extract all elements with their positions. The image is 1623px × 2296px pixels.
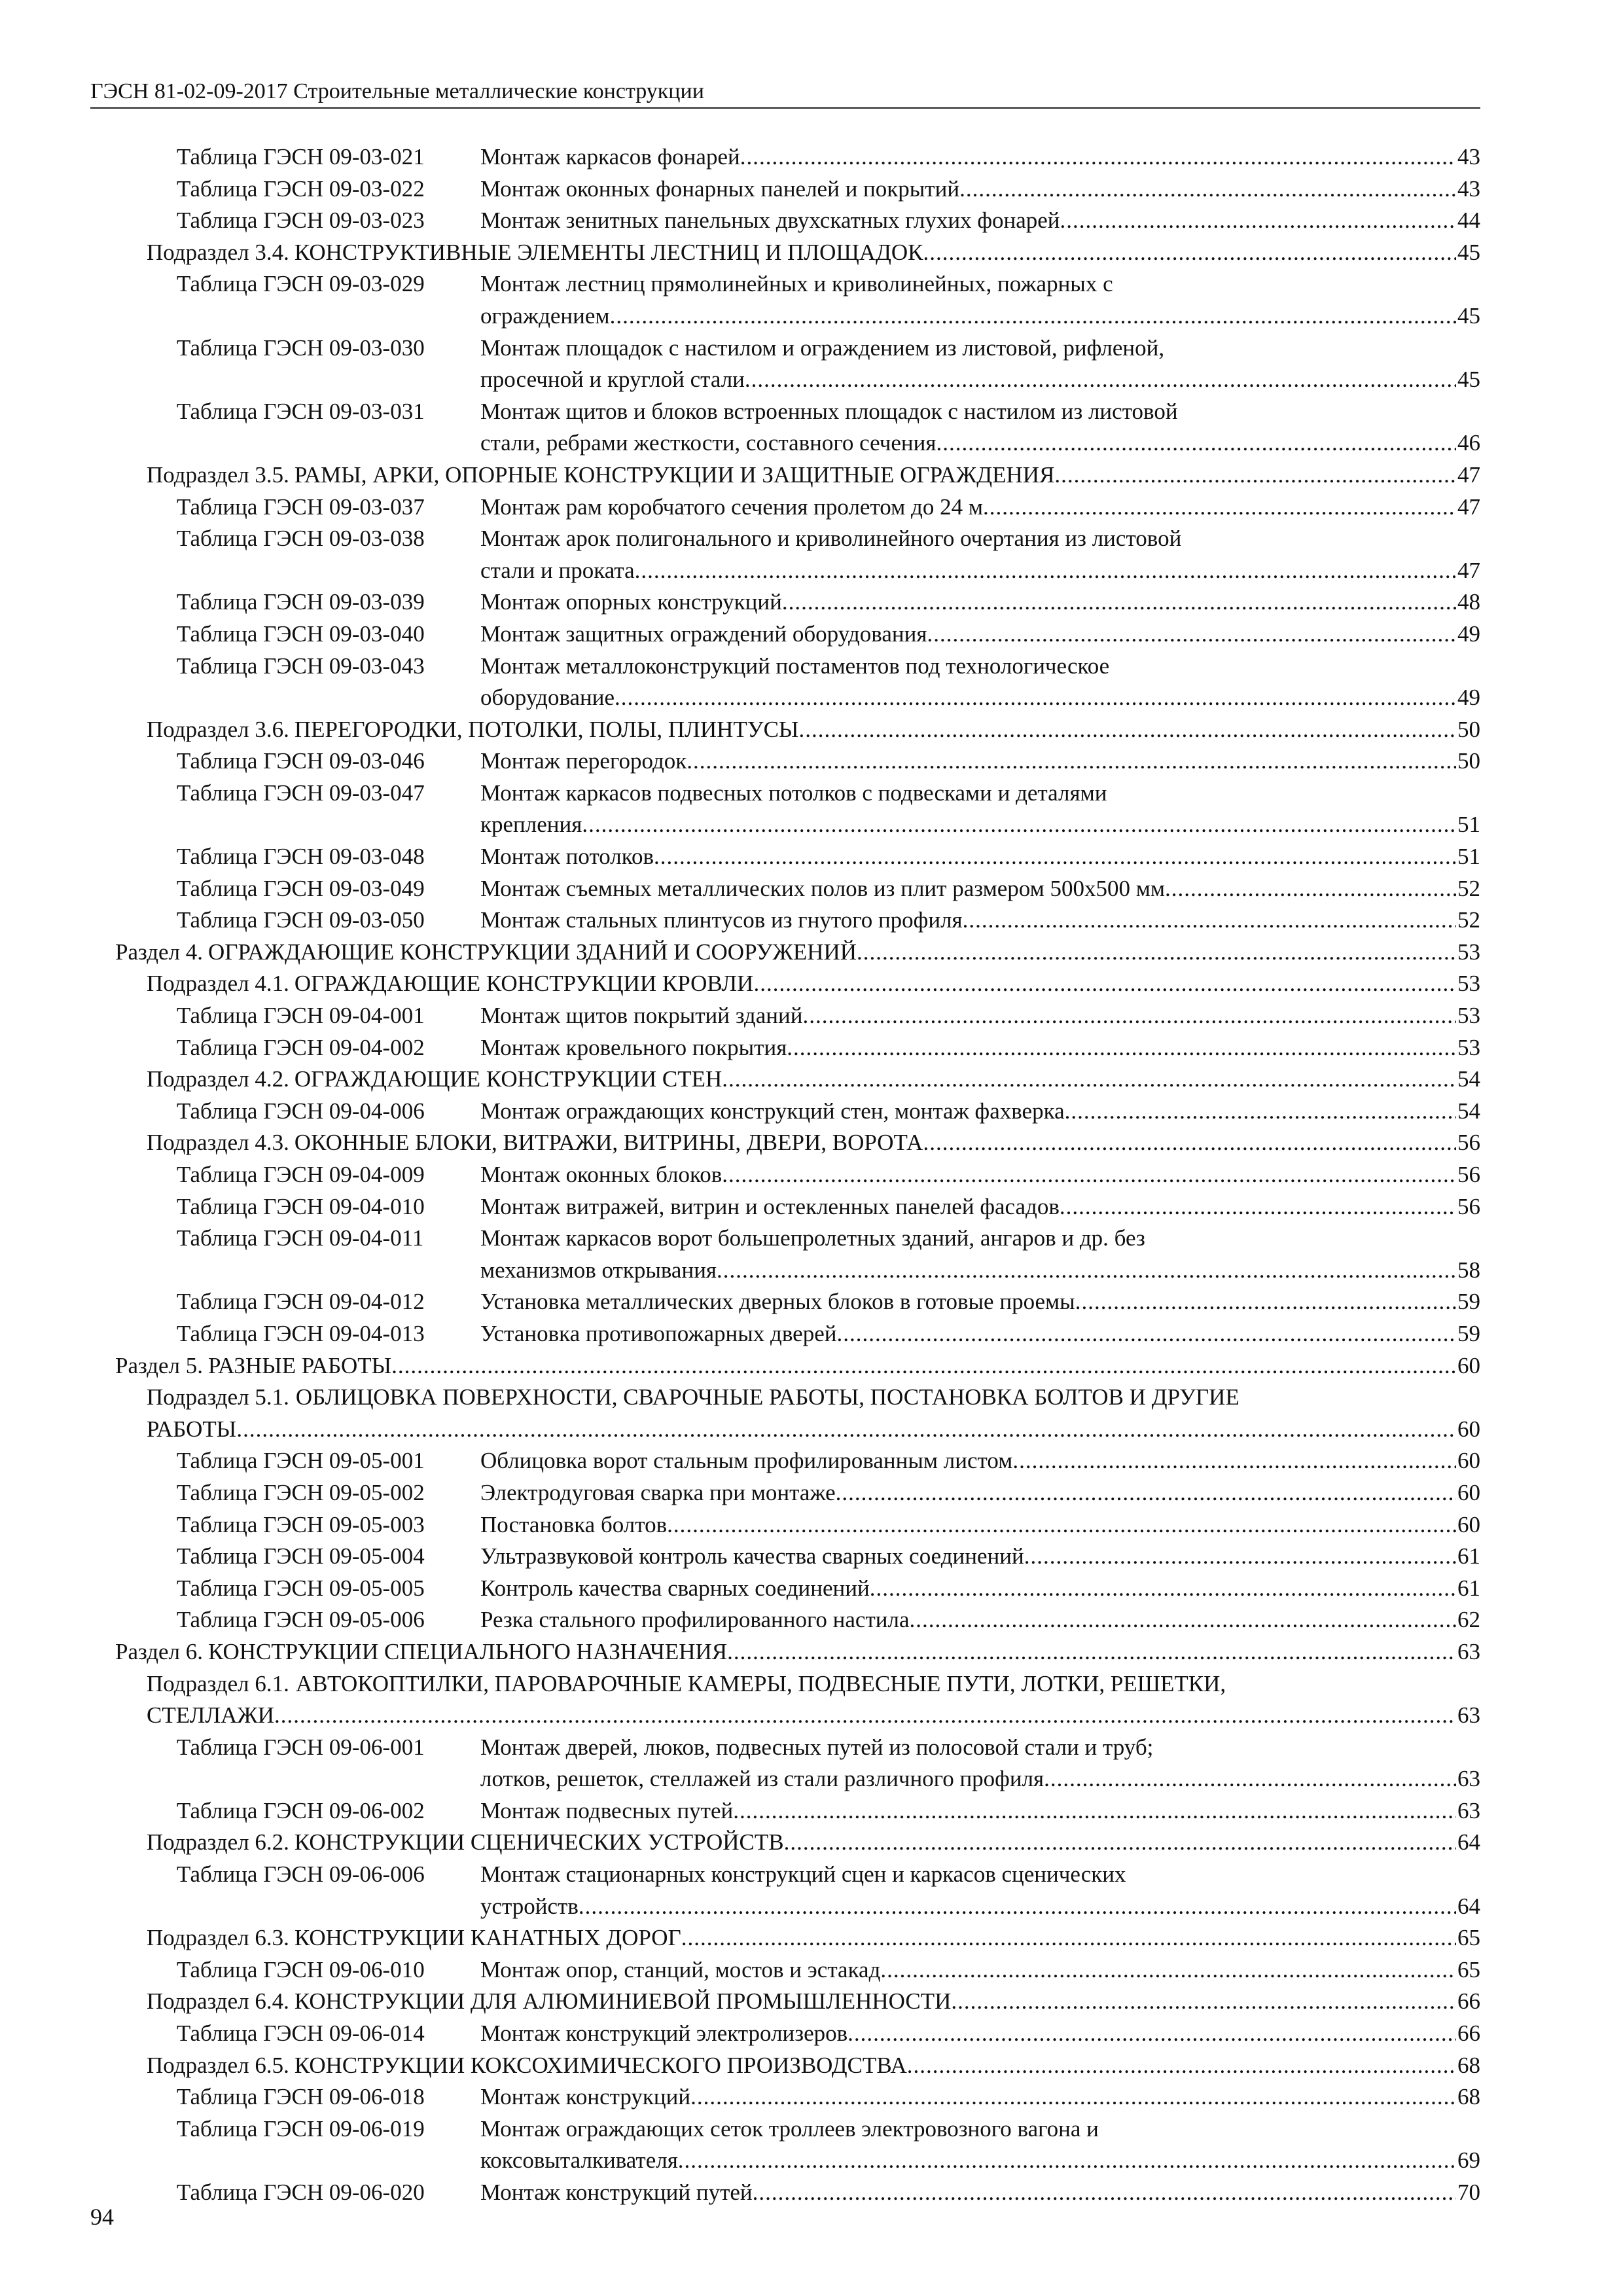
toc-page-number: 54 bbox=[1457, 1098, 1480, 1124]
toc-page-number: 47 bbox=[1457, 461, 1480, 488]
toc-entry-label: Таблица ГЭСН 09-04-012 bbox=[177, 1289, 425, 1315]
toc-page-number: 61 bbox=[1457, 1543, 1480, 1570]
toc-entry-label: Подраздел 4.1. bbox=[147, 971, 289, 997]
toc-page-number: 63 bbox=[1457, 1638, 1480, 1664]
dot-leader bbox=[857, 937, 1456, 969]
dot-leader bbox=[733, 1795, 1456, 1827]
toc-table-entry bbox=[115, 841, 1480, 873]
toc-entry-title: Монтаж оконных блоков bbox=[480, 1162, 722, 1187]
toc-table-entry bbox=[115, 173, 1480, 206]
toc-page-number: 66 bbox=[1457, 1988, 1480, 2015]
toc-subsection-entry bbox=[115, 1127, 1480, 1159]
dot-leader bbox=[951, 1986, 1456, 2018]
toc-table-entry bbox=[115, 1318, 1480, 1350]
toc-entry-title: Монтаж оконных фонарных панелей и покрытий bbox=[480, 175, 960, 202]
toc-page-number: 51 bbox=[1457, 844, 1480, 870]
toc-entry-title: Монтаж арок полигонального и криволинейного очертания из листовой bbox=[480, 526, 1182, 552]
dot-leader bbox=[1024, 1541, 1456, 1573]
toc-table-entry bbox=[115, 332, 1480, 396]
toc-table-entry bbox=[115, 1096, 1480, 1128]
toc-page-number: 50 bbox=[1457, 748, 1480, 774]
toc-entry-title: Монтаж защитных ограждений оборудования bbox=[480, 620, 927, 647]
toc-page-number: 53 bbox=[1457, 1003, 1480, 1029]
toc-table-entry bbox=[115, 1573, 1480, 1605]
toc-table-entry bbox=[115, 1223, 1480, 1286]
dot-leader bbox=[782, 586, 1456, 619]
toc-subsection-entry bbox=[115, 714, 1480, 746]
toc-subsection-entry bbox=[115, 1986, 1480, 2018]
toc-subsection-entry bbox=[115, 2050, 1480, 2082]
running-header: ГЭСН 81-02-09-2017 Строительные металлические конструкции bbox=[90, 79, 1480, 109]
toc-entry-title: Монтаж конструкций путей bbox=[480, 2179, 753, 2205]
toc-page-number: 53 bbox=[1457, 1034, 1480, 1060]
dot-leader bbox=[907, 2050, 1456, 2082]
toc-table-entry bbox=[115, 1732, 1480, 1795]
toc-page-number: 63 bbox=[1457, 1702, 1480, 1729]
dot-leader bbox=[927, 619, 1456, 651]
toc-page-number: 49 bbox=[1457, 685, 1480, 711]
toc-entry-label: Таблица ГЭСН 09-04-006 bbox=[177, 1098, 425, 1124]
toc-page-number: 59 bbox=[1457, 1320, 1480, 1346]
toc-entry-label: Таблица ГЭСН 09-03-043 bbox=[177, 653, 425, 679]
toc-entry-title: Монтаж металлоконструкций постаментов под технологическое bbox=[480, 653, 1110, 679]
dot-leader bbox=[690, 2081, 1456, 2113]
toc-entry-title: Монтаж каркасов фонарей bbox=[480, 144, 740, 170]
toc-entry-title: Монтаж каркасов ворот большепролетных зданий, ангаров и др. без bbox=[480, 1225, 1145, 1251]
toc-entry-label: Таблица ГЭСН 09-03-046 bbox=[177, 748, 425, 774]
toc-entry-label: Таблица ГЭСН 09-05-001 bbox=[177, 1448, 425, 1474]
toc-entry-title: стали, ребрами жесткости, составного сечения bbox=[480, 430, 936, 456]
toc-entry-title: ОГРАЖДАЮЩИЕ КОНСТРУКЦИИ КРОВЛИ bbox=[294, 971, 754, 997]
toc-entry-label: Таблица ГЭСН 09-06-020 bbox=[177, 2179, 425, 2205]
toc-entry-label: Таблица ГЭСН 09-03-023 bbox=[177, 207, 425, 234]
toc-entry-label: Подраздел 3.6. bbox=[147, 716, 289, 742]
toc-table-entry bbox=[115, 1795, 1480, 1827]
toc-entry-title: РАБОТЫ bbox=[147, 1416, 237, 1442]
toc-entry-label: Таблица ГЭСН 09-04-002 bbox=[177, 1034, 425, 1060]
dot-leader bbox=[959, 173, 1456, 206]
dot-leader bbox=[615, 682, 1456, 714]
toc-entry-label: Подраздел 6.1. bbox=[147, 1670, 289, 1696]
toc-table-entry bbox=[115, 1477, 1480, 1509]
toc-entry-title: Монтаж лестниц прямолинейных и криволинейных, пожарных с bbox=[480, 271, 1113, 297]
toc-entry-label: Таблица ГЭСН 09-03-030 bbox=[177, 334, 425, 361]
toc-subsection-entry bbox=[115, 1382, 1480, 1445]
toc-entry-label: Таблица ГЭСН 09-04-013 bbox=[177, 1320, 425, 1346]
toc-table-entry bbox=[115, 268, 1480, 332]
toc-section-entry bbox=[115, 1350, 1480, 1382]
toc-entry-title: Резка стального профилированного настила bbox=[480, 1607, 910, 1633]
dot-leader bbox=[936, 427, 1456, 459]
toc-page-number: 54 bbox=[1457, 1066, 1480, 1092]
toc-entry-label: Таблица ГЭСН 09-05-005 bbox=[177, 1575, 425, 1601]
toc-subsection-entry bbox=[115, 459, 1480, 492]
table-of-contents bbox=[115, 141, 1480, 2209]
toc-entry-title: Монтаж конструкций электролизеров bbox=[480, 2020, 848, 2047]
toc-entry-title: ПЕРЕГОРОДКИ, ПОТОЛКИ, ПОЛЫ, ПЛИНТУСЫ bbox=[294, 716, 799, 742]
toc-table-entry bbox=[115, 1604, 1480, 1636]
toc-entry-title: КОНСТРУКТИВНЫЕ ЭЛЕМЕНТЫ ЛЕСТНИЦ И ПЛОЩАДОК bbox=[294, 239, 923, 265]
dot-leader bbox=[722, 1064, 1456, 1096]
toc-page-number: 61 bbox=[1457, 1575, 1480, 1601]
toc-table-entry bbox=[115, 651, 1480, 714]
toc-table-entry bbox=[115, 619, 1480, 651]
toc-entry-label: Таблица ГЭСН 09-04-010 bbox=[177, 1193, 425, 1219]
toc-entry-title: Монтаж конструкций bbox=[480, 2084, 691, 2110]
toc-entry-label: Таблица ГЭСН 09-03-037 bbox=[177, 493, 425, 520]
toc-page-number: 69 bbox=[1457, 2147, 1480, 2174]
toc-page-number: 60 bbox=[1457, 1448, 1480, 1474]
toc-page-number: 64 bbox=[1457, 1829, 1480, 1856]
toc-page-number: 66 bbox=[1457, 2020, 1480, 2047]
toc-table-entry bbox=[115, 905, 1480, 937]
toc-entry-label: Таблица ГЭСН 09-04-009 bbox=[177, 1162, 425, 1187]
dot-leader bbox=[1054, 459, 1456, 492]
toc-subsection-entry bbox=[115, 1922, 1480, 1954]
toc-table-entry bbox=[115, 1541, 1480, 1573]
toc-table-entry bbox=[115, 2113, 1480, 2177]
dot-leader bbox=[274, 1700, 1456, 1732]
toc-entry-title: ОГРАЖДАЮЩИЕ КОНСТРУКЦИИ СТЕН bbox=[294, 1066, 722, 1092]
toc-entry-title: Монтаж ограждающих сеток троллеев электровозного вагона и bbox=[480, 2115, 1099, 2142]
dot-leader bbox=[579, 1891, 1456, 1923]
dot-leader bbox=[802, 1000, 1456, 1032]
toc-page-number: 60 bbox=[1457, 1511, 1480, 1537]
toc-entry-label: Подраздел 3.5. bbox=[147, 461, 289, 488]
toc-entry-title: Монтаж дверей, люков, подвесных путей из полосовой стали и труб; bbox=[480, 1734, 1154, 1760]
dot-leader bbox=[745, 364, 1456, 396]
dot-leader bbox=[1012, 1445, 1456, 1477]
toc-entry-title: Монтаж рам коробчатого сечения пролетом до 24 м bbox=[480, 493, 983, 520]
toc-entry-title: КОНСТРУКЦИИ КОКСОХИМИЧЕСКОГО ПРОИЗВОДСТВА bbox=[294, 2052, 907, 2078]
dot-leader bbox=[1044, 1763, 1456, 1795]
toc-entry-title: Монтаж потолков bbox=[480, 844, 654, 870]
toc-entry-title: Монтаж съемных металлических полов из плит размером 500х500 мм bbox=[480, 875, 1166, 901]
toc-table-entry bbox=[115, 745, 1480, 778]
toc-page-number: 65 bbox=[1457, 1956, 1480, 1982]
toc-entry-label: Таблица ГЭСН 09-03-031 bbox=[177, 398, 425, 424]
toc-entry-title: Монтаж опорных конструкций bbox=[480, 589, 782, 615]
toc-entry-title: ОГРАЖДАЮЩИЕ КОНСТРУКЦИИ ЗДАНИЙ И СООРУЖЕНИЙ bbox=[208, 939, 857, 965]
toc-table-entry bbox=[115, 1286, 1480, 1318]
toc-entry-title: Монтаж стационарных конструкций сцен и каркасов сценических bbox=[480, 1861, 1126, 1888]
toc-entry-label: Таблица ГЭСН 09-04-001 bbox=[177, 1003, 425, 1029]
dot-leader bbox=[1075, 1286, 1456, 1318]
toc-entry-label: Подраздел 6.5. bbox=[147, 2052, 289, 2078]
toc-page-number: 44 bbox=[1457, 207, 1480, 234]
toc-page-number: 47 bbox=[1457, 493, 1480, 520]
toc-page-number: 43 bbox=[1457, 175, 1480, 202]
toc-table-entry bbox=[115, 1159, 1480, 1191]
toc-entry-label: Таблица ГЭСН 09-03-040 bbox=[177, 620, 425, 647]
toc-entry-title: крепления bbox=[480, 812, 582, 838]
dot-leader bbox=[722, 1159, 1456, 1191]
dot-leader bbox=[923, 1127, 1456, 1159]
toc-entry-label: Подраздел 6.2. bbox=[147, 1829, 289, 1856]
toc-entry-title: Монтаж перегородок bbox=[480, 748, 687, 774]
toc-entry-title: Ультразвуковой контроль качества сварных соединений bbox=[480, 1543, 1024, 1570]
toc-entry-label: Таблица ГЭСН 09-03-021 bbox=[177, 144, 425, 170]
toc-entry-title: Установка противопожарных дверей bbox=[480, 1320, 837, 1346]
toc-entry-label: Раздел 6. bbox=[115, 1638, 204, 1664]
toc-section-entry bbox=[115, 1636, 1480, 1668]
toc-entry-title: Облицовка ворот стальным профилированным листом bbox=[480, 1448, 1013, 1474]
toc-entry-title: АВТОКОПТИЛКИ, ПАРОВАРОЧНЫЕ КАМЕРЫ, ПОДВЕСНЫЕ ПУТИ, ЛОТКИ, РЕШЕТКИ, bbox=[295, 1670, 1226, 1696]
dot-leader bbox=[654, 841, 1456, 873]
toc-entry-title: КОНСТРУКЦИИ ДЛЯ АЛЮМИНИЕВОЙ ПРОМЫШЛЕННОСТИ bbox=[294, 1988, 952, 2015]
toc-entry-label: Таблица ГЭСН 09-03-050 bbox=[177, 907, 425, 933]
toc-table-entry bbox=[115, 1445, 1480, 1477]
dot-leader bbox=[681, 1922, 1456, 1954]
toc-entry-title: Монтаж щитов покрытий зданий bbox=[480, 1003, 803, 1029]
toc-table-entry bbox=[115, 1191, 1480, 1223]
toc-table-entry bbox=[115, 492, 1480, 524]
dot-leader bbox=[687, 745, 1456, 778]
toc-entry-title: Монтаж ограждающих конструкций стен, монтаж фахверка bbox=[480, 1098, 1065, 1124]
toc-subsection-entry bbox=[115, 1827, 1480, 1859]
dot-leader bbox=[753, 968, 1456, 1000]
dot-leader bbox=[787, 1032, 1456, 1064]
toc-page-number: 70 bbox=[1457, 2179, 1480, 2205]
toc-page-number: 45 bbox=[1457, 367, 1480, 393]
toc-entry-title: Электродуговая сварка при монтаже bbox=[480, 1479, 836, 1505]
toc-entry-title: Монтаж каркасов подвесных потолков с подвесками и деталями bbox=[480, 780, 1107, 806]
dot-leader bbox=[923, 237, 1456, 269]
toc-entry-label: Таблица ГЭСН 09-03-022 bbox=[177, 175, 425, 202]
toc-entry-label: Подраздел 5.1. bbox=[147, 1384, 289, 1410]
toc-entry-title: Постановка болтов bbox=[480, 1511, 668, 1537]
toc-subsection-entry bbox=[115, 1668, 1480, 1732]
dot-leader bbox=[784, 1827, 1456, 1859]
toc-subsection-entry bbox=[115, 1064, 1480, 1096]
dot-leader bbox=[667, 1509, 1456, 1541]
toc-entry-title: Монтаж площадок с настилом и ограждением из листовой, рифленой, bbox=[480, 334, 1165, 361]
toc-entry-title: устройств bbox=[480, 1893, 579, 1919]
toc-entry-title: механизмов открывания bbox=[480, 1257, 717, 1283]
dot-leader bbox=[870, 1573, 1456, 1605]
toc-page-number: 46 bbox=[1457, 430, 1480, 456]
dot-leader bbox=[727, 1636, 1456, 1668]
toc-page-number: 59 bbox=[1457, 1289, 1480, 1315]
dot-leader bbox=[717, 1255, 1456, 1287]
toc-entry-label: Таблица ГЭСН 09-05-006 bbox=[177, 1607, 425, 1633]
toc-entry-title: оборудование bbox=[480, 685, 615, 711]
toc-entry-title: КОНСТРУКЦИИ СЦЕНИЧЕСКИХ УСТРОЙСТВ bbox=[294, 1829, 784, 1856]
toc-page-number: 56 bbox=[1457, 1162, 1480, 1187]
toc-page-number: 52 bbox=[1457, 907, 1480, 933]
toc-page-number: 50 bbox=[1457, 716, 1480, 742]
dot-leader bbox=[1065, 1096, 1456, 1128]
toc-page-number: 68 bbox=[1457, 2084, 1480, 2110]
toc-page-number: 63 bbox=[1457, 1766, 1480, 1792]
toc-entry-title: КОНСТРУКЦИИ СПЕЦИАЛЬНОГО НАЗНАЧЕНИЯ bbox=[208, 1638, 728, 1664]
toc-page-number: 65 bbox=[1457, 1925, 1480, 1951]
toc-entry-title: КОНСТРУКЦИИ КАНАТНЫХ ДОРОГ bbox=[294, 1925, 681, 1951]
toc-entry-title: Монтаж опор, станций, мостов и эстакад bbox=[480, 1956, 881, 1982]
toc-entry-title: Монтаж подвесных путей bbox=[480, 1797, 734, 1823]
dot-leader bbox=[1165, 873, 1456, 905]
toc-page-number: 60 bbox=[1457, 1479, 1480, 1505]
toc-page-number: 60 bbox=[1457, 1352, 1480, 1378]
dot-leader bbox=[836, 1477, 1456, 1509]
toc-table-entry bbox=[115, 1032, 1480, 1064]
toc-entry-title: Контроль качества сварных соединений bbox=[480, 1575, 870, 1601]
toc-entry-label: Таблица ГЭСН 09-03-049 bbox=[177, 875, 425, 901]
dot-leader bbox=[610, 300, 1456, 332]
toc-entry-title: РАЗНЫЕ РАБОТЫ bbox=[208, 1352, 392, 1378]
dot-leader bbox=[910, 1604, 1457, 1636]
toc-page-number: 48 bbox=[1457, 589, 1480, 615]
toc-entry-label: Таблица ГЭСН 09-05-004 bbox=[177, 1543, 425, 1570]
toc-entry-label: Таблица ГЭСН 09-03-048 bbox=[177, 844, 425, 870]
toc-entry-title: Монтаж витражей, витрин и остекленных панелей фасадов bbox=[480, 1193, 1060, 1219]
toc-entry-title: стали и проката bbox=[480, 557, 635, 583]
dot-leader bbox=[798, 714, 1456, 746]
toc-table-entry bbox=[115, 2018, 1480, 2050]
toc-table-entry bbox=[115, 873, 1480, 905]
toc-entry-label: Таблица ГЭСН 09-06-006 bbox=[177, 1861, 425, 1888]
toc-entry-title: Монтаж стальных плинтусов из гнутого профиля bbox=[480, 907, 963, 933]
dot-leader bbox=[1060, 205, 1456, 237]
toc-page-number: 58 bbox=[1457, 1257, 1480, 1283]
toc-entry-label: Подраздел 6.4. bbox=[147, 1988, 289, 2015]
toc-table-entry bbox=[115, 523, 1480, 586]
toc-entry-title: Монтаж щитов и блоков встроенных площадок с настилом из листовой bbox=[480, 398, 1178, 424]
toc-section-entry bbox=[115, 937, 1480, 969]
dot-leader bbox=[678, 2145, 1456, 2177]
toc-page-number: 68 bbox=[1457, 2052, 1480, 2078]
toc-entry-label: Таблица ГЭСН 09-04-011 bbox=[177, 1225, 424, 1251]
toc-entry-label: Раздел 5. bbox=[115, 1352, 204, 1378]
toc-entry-label: Таблица ГЭСН 09-03-039 bbox=[177, 589, 425, 615]
toc-entry-label: Таблица ГЭСН 09-03-047 bbox=[177, 780, 425, 806]
toc-page-number: 60 bbox=[1457, 1416, 1480, 1442]
toc-entry-label: Таблица ГЭСН 09-06-018 bbox=[177, 2084, 425, 2110]
dot-leader bbox=[582, 809, 1456, 841]
toc-entry-title: РАМЫ, АРКИ, ОПОРНЫЕ КОНСТРУКЦИИ И ЗАЩИТНЫЕ ОГРАЖДЕНИЯ bbox=[294, 461, 1055, 488]
dot-leader bbox=[880, 1954, 1456, 1986]
toc-page-number: 56 bbox=[1457, 1193, 1480, 1219]
toc-page-number: 56 bbox=[1457, 1130, 1480, 1156]
toc-entry-label: Таблица ГЭСН 09-06-010 bbox=[177, 1956, 425, 1982]
toc-entry-label: Подраздел 3.4. bbox=[147, 239, 289, 265]
toc-entry-label: Таблица ГЭСН 09-03-038 bbox=[177, 526, 425, 552]
toc-table-entry bbox=[115, 1954, 1480, 1986]
toc-entry-title: ограждением bbox=[480, 302, 610, 329]
toc-table-entry bbox=[115, 205, 1480, 237]
dot-leader bbox=[836, 1318, 1456, 1350]
toc-table-entry bbox=[115, 1509, 1480, 1541]
toc-page-number: 62 bbox=[1457, 1607, 1480, 1633]
dot-leader bbox=[983, 492, 1456, 524]
toc-entry-title: лотков, решеток, стеллажей из стали различного профиля bbox=[480, 1766, 1044, 1792]
toc-page-number: 47 bbox=[1457, 557, 1480, 583]
toc-entry-label: Таблица ГЭСН 09-05-002 bbox=[177, 1479, 425, 1505]
toc-entry-label: Таблица ГЭСН 09-06-014 bbox=[177, 2020, 425, 2047]
toc-entry-label: Подраздел 4.2. bbox=[147, 1066, 289, 1092]
toc-page-number: 51 bbox=[1457, 812, 1480, 838]
toc-entry-label: Таблица ГЭСН 09-06-019 bbox=[177, 2115, 425, 2142]
toc-table-entry bbox=[115, 778, 1480, 841]
toc-table-entry bbox=[115, 396, 1480, 459]
toc-entry-title: ОБЛИЦОВКА ПОВЕРХНОСТИ, СВАРОЧНЫЕ РАБОТЫ, ПОСТАНОВКА БОЛТОВ И ДРУГИЕ bbox=[295, 1384, 1240, 1410]
toc-entry-label: Подраздел 4.3. bbox=[147, 1130, 289, 1156]
toc-entry-title: просечной и круглой стали bbox=[480, 367, 745, 393]
dot-leader bbox=[740, 141, 1456, 173]
toc-page-number: 45 bbox=[1457, 302, 1480, 329]
toc-table-entry bbox=[115, 2177, 1480, 2209]
dot-leader bbox=[635, 555, 1456, 587]
dot-leader bbox=[847, 2018, 1456, 2050]
toc-page-number: 63 bbox=[1457, 1797, 1480, 1823]
toc-table-entry bbox=[115, 1000, 1480, 1032]
toc-page-number: 53 bbox=[1457, 939, 1480, 965]
toc-page-number: 45 bbox=[1457, 239, 1480, 265]
toc-table-entry bbox=[115, 141, 1480, 173]
toc-entry-title: Монтаж кровельного покрытия bbox=[480, 1034, 787, 1060]
dot-leader bbox=[391, 1350, 1456, 1382]
toc-entry-title: СТЕЛЛАЖИ bbox=[147, 1702, 275, 1729]
toc-entry-label: Подраздел 6.3. bbox=[147, 1925, 289, 1951]
toc-page-number: 53 bbox=[1457, 971, 1480, 997]
dot-leader bbox=[963, 905, 1456, 937]
toc-page-number: 49 bbox=[1457, 620, 1480, 647]
toc-page-number: 64 bbox=[1457, 1893, 1480, 1919]
toc-entry-label: Таблица ГЭСН 09-06-002 bbox=[177, 1797, 425, 1823]
dot-leader bbox=[1060, 1191, 1456, 1223]
toc-subsection-entry bbox=[115, 237, 1480, 269]
toc-table-entry bbox=[115, 586, 1480, 619]
toc-subsection-entry bbox=[115, 968, 1480, 1000]
toc-entry-label: Таблица ГЭСН 09-03-029 bbox=[177, 271, 425, 297]
toc-entry-label: Таблица ГЭСН 09-06-001 bbox=[177, 1734, 425, 1760]
toc-entry-label: Таблица ГЭСН 09-05-003 bbox=[177, 1511, 425, 1537]
dot-leader bbox=[753, 2177, 1456, 2209]
toc-page-number: 52 bbox=[1457, 875, 1480, 901]
toc-table-entry bbox=[115, 2081, 1480, 2113]
toc-entry-title: Установка металлических дверных блоков в готовые проемы bbox=[480, 1289, 1075, 1315]
toc-entry-title: коксовыталкивателя bbox=[480, 2147, 678, 2174]
dot-leader bbox=[236, 1414, 1456, 1446]
toc-entry-label: Раздел 4. bbox=[115, 939, 204, 965]
toc-entry-title: Монтаж зенитных панельных двухскатных глухих фонарей bbox=[480, 207, 1060, 234]
page-number: 94 bbox=[90, 2204, 114, 2230]
toc-entry-title: ОКОННЫЕ БЛОКИ, ВИТРАЖИ, ВИТРИНЫ, ДВЕРИ, ВОРОТА bbox=[294, 1130, 923, 1156]
toc-page-number: 43 bbox=[1457, 144, 1480, 170]
toc-table-entry bbox=[115, 1859, 1480, 1922]
